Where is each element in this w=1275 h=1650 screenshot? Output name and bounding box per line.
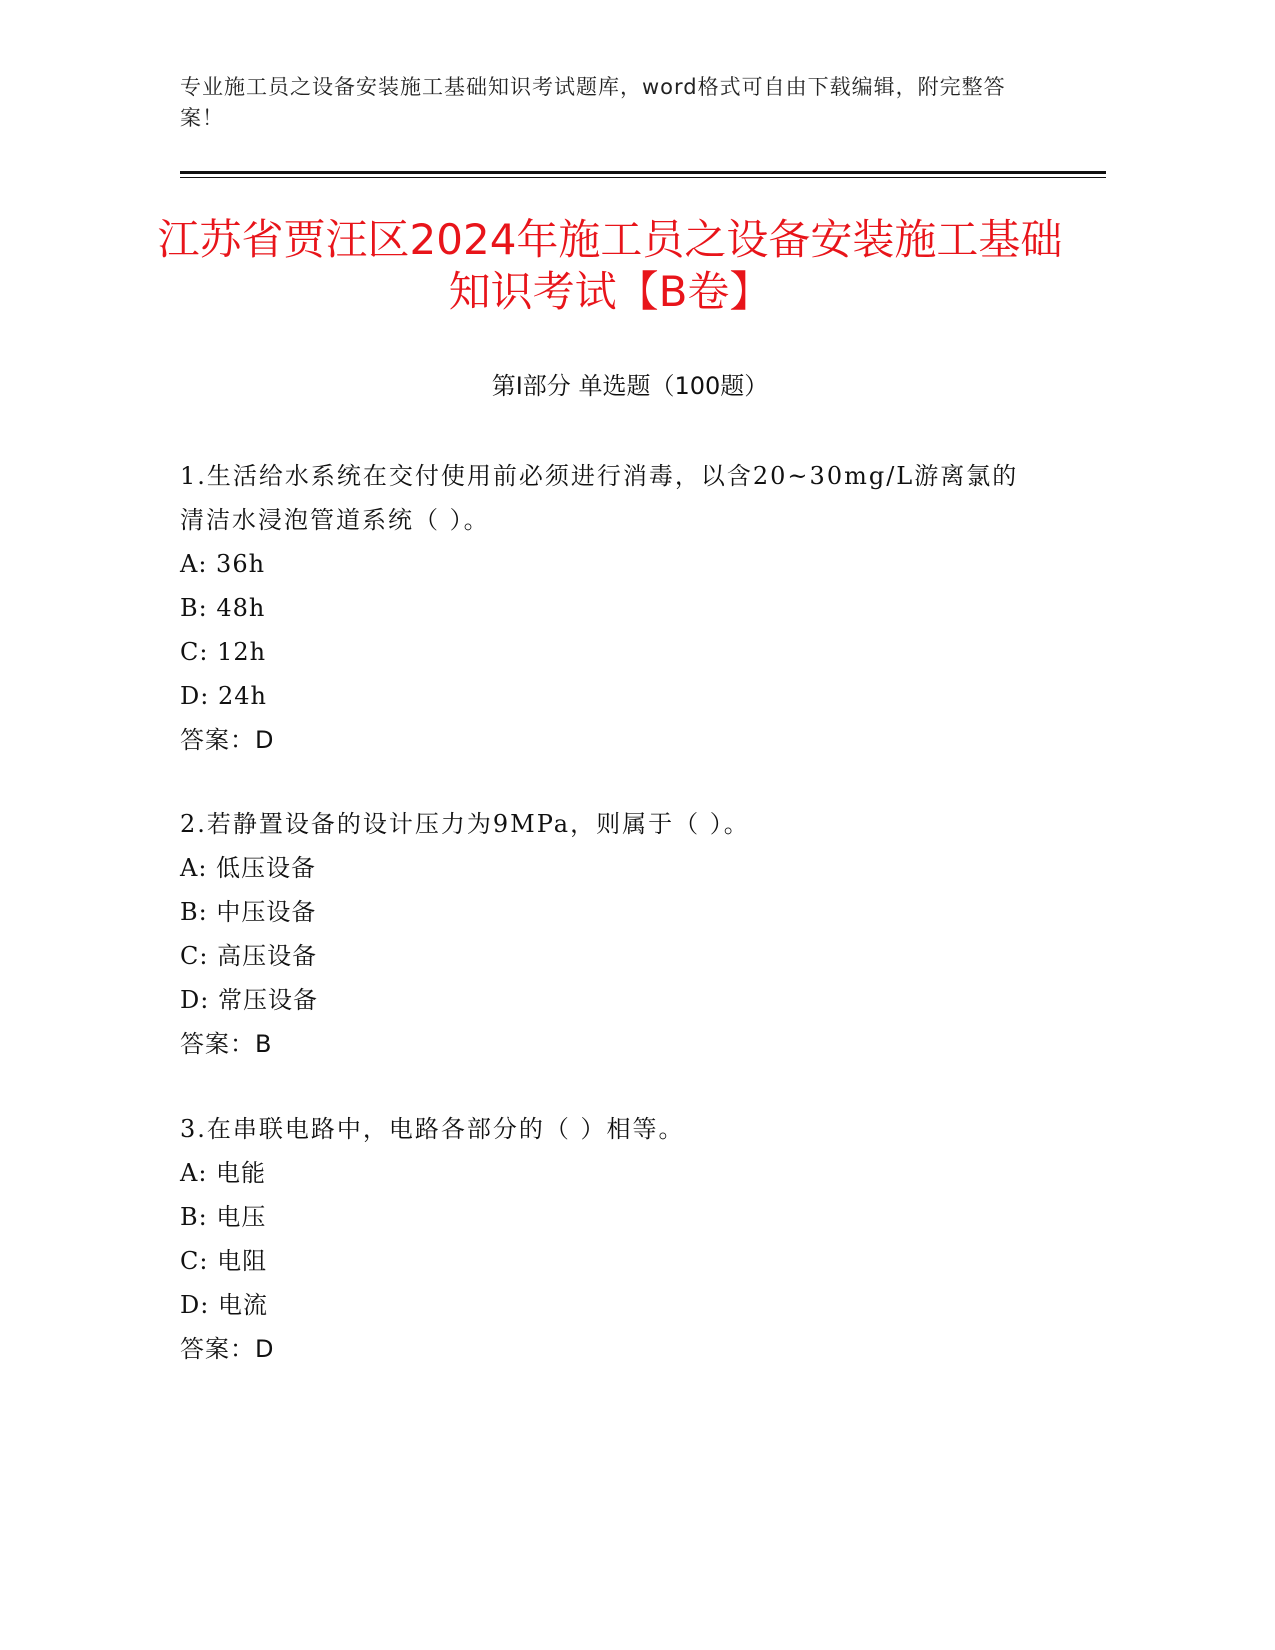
section-title: 第Ⅰ部分 单选题（100题） <box>491 372 769 400</box>
option-c: C: 12h <box>180 638 267 666</box>
question-stem: 1.生活给水系统在交付使用前必须进行消毒，以含20~30mg/L游离氯的清洁水浸泡管道系统（ ）。 <box>180 462 1019 534</box>
option-c: C: 电阻 <box>180 1247 268 1275</box>
answer: 答案：D <box>180 1335 275 1363</box>
option-b: B: 48h <box>180 594 266 622</box>
option-a: A: 低压设备 <box>180 854 317 882</box>
question-stem: 3.在串联电路中，电路各部分的（ ）相等。 <box>180 1115 685 1143</box>
header-note: 专业施工员之设备安装施工基础知识考试题库，word格式可自由下载编辑，附完整答案！ <box>180 75 1006 130</box>
answer: 答案：B <box>180 1030 273 1058</box>
answer: 答案：D <box>180 726 275 754</box>
header-divider-thick <box>180 171 1106 174</box>
option-b: B: 中压设备 <box>180 898 317 926</box>
option-d: D: 电流 <box>180 1291 268 1319</box>
question-stem: 2.若静置设备的设计压力为9MPa，则属于（ ）。 <box>180 810 750 838</box>
option-a: A: 36h <box>180 550 266 578</box>
question-1 <box>180 454 1040 762</box>
question-3 <box>180 1107 1040 1371</box>
option-d: D: 常压设备 <box>180 986 318 1014</box>
option-a: A: 电能 <box>180 1159 267 1187</box>
option-b: B: 电压 <box>180 1203 267 1231</box>
option-c: C: 高压设备 <box>180 942 318 970</box>
document-title: 江苏省贾汪区2024年施工员之设备安装施工基础知识考试【B卷】 <box>157 215 1063 316</box>
question-2 <box>180 802 1040 1066</box>
header-divider-thin <box>180 177 1106 178</box>
option-d: D: 24h <box>180 682 267 710</box>
